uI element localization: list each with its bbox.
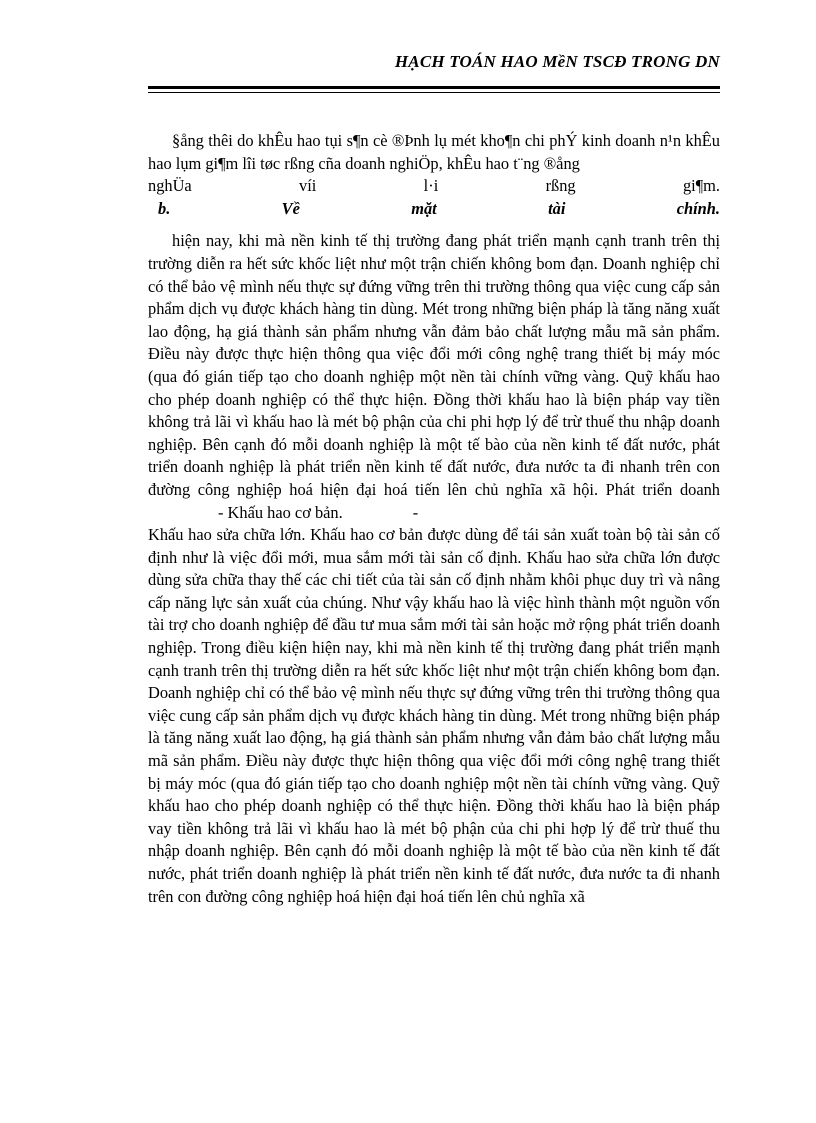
body-paragraph-1-text: hiện nay, khi mà nền kinh tế thị trường đang phát triển mạnh cạnh tranh trên thị trường diễn ra hết sức khốc liệt như một trận chiến không bom đạn. Doanh nghiệp chỉ có thể bảo vệ mình nếu thực sự đứng vững trên thi trường thông qua việc cung cấp sản phẩm dịch vụ được khách hàng tin dùng. Mét trong những biện pháp là tăng năng xuất lao động, hạ giá thành sản phẩm nhưng vẫn đảm bảo chất lượng mẫu mã sản phẩm. Điều này được thực hiện thông qua việc đổi mới công nghệ trang thiết bị máy móc (qua đó gián tiếp tạo cho doanh nghiệp một nền tài chính vững vàng. Quỹ khấu hao cho phép doanh nghiệp có thể thực hiện. Đồng thời khấu hao là biện pháp vay tiền không trả lãi vì khấu hao là mét bộ phận của chi phi hợp lý để trừ thuế thu nhập doanh nghiệp. Bên cạnh đó mỗi doanh nghiệp là một tế bào của nền kinh tế đất nước, phát triển doanh nghiệp là phát triển nền kinh tế đất nước, đưa nước ta đi nhanh trên con đường công nghiệp hoá hiện đại hoá tiến lên chủ nghĩa xã hội. Phát triển doanh [148, 231, 720, 499]
header-rule-thin [148, 92, 720, 93]
running-header: HẠCH TOÁN HAO MềN TSCĐ TRONG DN [394, 52, 720, 71]
document-body [148, 130, 720, 908]
garbled-intro-last-line: nghÜa víi l·i rßng gi¶m. [148, 176, 720, 196]
body-paragraph-2: Khấu hao sửa chữa lớn. Khấu hao cơ bản được dùng để tái sản xuất toàn bộ tài sản cố định như là việc đổi mới, mua sắm mới tài sản cố định. Khấu hao sửa chữa lớn được dùng sửa chữa thay thế các chi tiết của tài sản cố định nhằm khôi phục duy trì và nâng cấp năng lực sản xuất của chúng. Như vậy khấu hao là việc hình thành một nguồn vốn tài trợ cho doanh nghiệp để đầu tư mua sắm mới tài sản hoặc mở rộng phát triển doanh nghiệp. Trong điều kiện hiện nay, khi mà nền kinh tế thị trường đang phát triển mạnh cạnh tranh trên thị trường diễn ra hết sức khốc liệt như một trận chiến không bom đạn. Doanh nghiệp chỉ có thể bảo vệ mình nếu thực sự đứng vững trên thi trường thông qua việc cung cấp sản phẩm dịch vụ được khách hàng tin dùng. Mét trong những biện pháp là tăng năng xuất lao động, hạ giá thành sản phẩm nhưng vẫn đảm bảo chất lượng mẫu mã sản phẩm. Điều này được thực hiện thông qua việc đổi mới công nghệ trang thiết bị máy móc (qua đó gián tiếp tạo cho doanh nghiệp một nền tài chính vững vàng. Quỹ khấu hao cho phép doanh nghiệp có thể thực hiện. Đồng thời khấu hao là biện pháp vay tiền không trả lãi vì khấu hao là mét bộ phận của chi phi hợp lý để trừ thuế thu nhập doanh nghiệp. Bên cạnh đó mỗi doanh nghiệp là một tế bào của nền kinh tế đất nước, phát triển doanh nghiệp là phát triển nền kinh tế đất nước, đưa nước ta đi nhanh trên con đường công nghiệp hoá hiện đại hoá tiến lên chủ nghĩa xã [148, 525, 720, 906]
section-heading: b. Về mặt tài chính. [158, 198, 720, 218]
body-paragraph-1 [148, 230, 720, 524]
body-paragraph-1-dash: - [412, 502, 419, 522]
garbled-intro-paragraph: §ång thêi do khÊu hao tụi s¶n cè ®Þnh lụ mét kho¶n chi phÝ kinh doanh n¹n khÊu hao lụm gi¶m lîi tøc rßng cña doanh nghiÖp, khÊu hao t¨ng ®ång [148, 131, 720, 173]
body-paragraph-1-tail: - Khấu hao cơ bản. [218, 502, 343, 522]
header-rule-thick [148, 86, 720, 89]
